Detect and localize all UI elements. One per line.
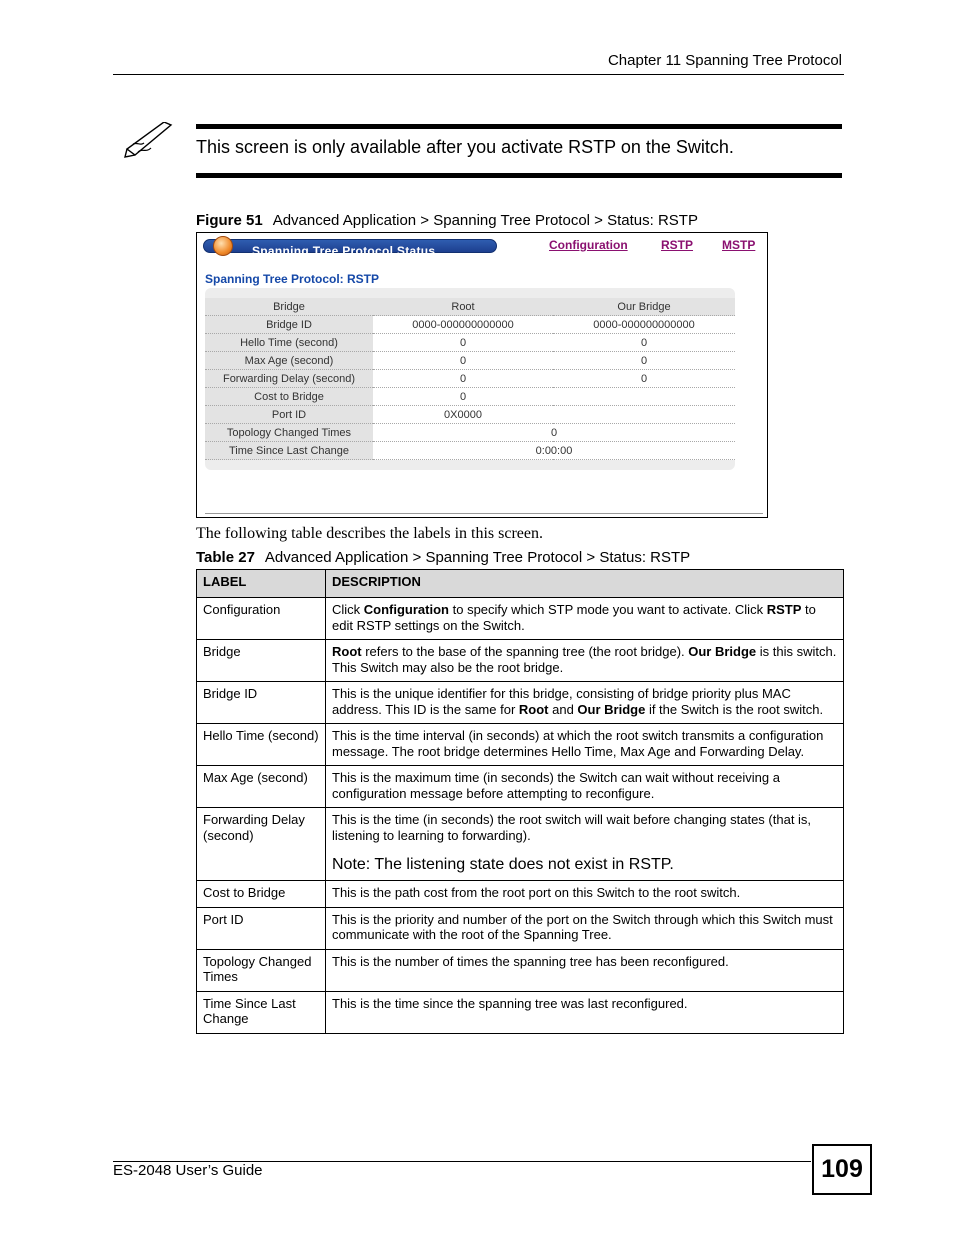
status-row bbox=[205, 388, 735, 406]
description-text: This is the time interval (in seconds) at which the root switch transmits a configuration message. The root bridge determines Hello Time, Max Age and Forwarding Delay. bbox=[332, 728, 824, 759]
chapter-header: Chapter 11 Spanning Tree Protocol bbox=[607, 52, 842, 69]
status-root-value: 0 bbox=[373, 370, 553, 388]
label-header: LABEL bbox=[197, 570, 326, 598]
bold-term: Our Bridge bbox=[577, 701, 646, 717]
status-root-value: 0 bbox=[373, 352, 553, 370]
bold-term: Root bbox=[518, 701, 549, 717]
row-label: Forwarding Delay (second) bbox=[197, 808, 326, 881]
table-row bbox=[197, 991, 844, 1033]
description-text: This is the maximum time (in seconds) the Switch can wait without receiving a configuration message before attempting to reconfigure. bbox=[332, 770, 780, 801]
status-root-value: 0000-000000000000 bbox=[373, 316, 553, 334]
status-row-label: Port ID bbox=[205, 406, 373, 424]
status-our-value: 0 bbox=[553, 370, 735, 388]
row-description bbox=[326, 682, 844, 724]
description-header: DESCRIPTION bbox=[326, 570, 844, 598]
header-rule bbox=[113, 74, 844, 75]
status-our-value: 0 bbox=[553, 352, 735, 370]
status-row-label: Time Since Last Change bbox=[205, 442, 373, 460]
status-row bbox=[205, 370, 735, 388]
bold-term: Configuration bbox=[363, 602, 449, 617]
table-row bbox=[197, 808, 844, 881]
status-root-value: 0 bbox=[373, 388, 553, 406]
title-orb-icon bbox=[213, 236, 233, 256]
table-row bbox=[197, 907, 844, 949]
row-label: Hello Time (second) bbox=[197, 724, 326, 766]
figure-title: Advanced Application > Spanning Tree Protocol > Status: RSTP bbox=[272, 212, 698, 229]
rstp-link[interactable]: RSTP bbox=[661, 238, 694, 252]
note-top-bar bbox=[196, 124, 842, 129]
table-row bbox=[197, 766, 844, 808]
table-row bbox=[197, 949, 844, 991]
status-panel bbox=[205, 288, 735, 470]
mstp-link[interactable]: MSTP bbox=[722, 238, 756, 252]
status-header-row bbox=[205, 298, 735, 316]
pencil-note-icon bbox=[124, 122, 176, 158]
description-text: This is the time since the spanning tree was last reconfigured. bbox=[332, 995, 688, 1011]
table-caption bbox=[196, 549, 690, 566]
figure-label: Figure 51 bbox=[196, 212, 263, 229]
status-row bbox=[205, 352, 735, 370]
status-row bbox=[205, 316, 735, 334]
description-text: to specify which STP mode you want to activate. Click bbox=[449, 602, 767, 617]
status-row-label: Max Age (second) bbox=[205, 352, 373, 370]
row-label: Configuration bbox=[197, 598, 326, 640]
description-text: This is the time (in seconds) the root switch will wait before changing states (that is, listening to learning to forwarding). bbox=[332, 812, 812, 843]
status-span-value: 0 bbox=[373, 424, 735, 442]
col-our-bridge: Our Bridge bbox=[553, 298, 735, 316]
description-text: is this switch. This Switch may also be the root bridge. bbox=[332, 644, 837, 675]
col-root: Root bbox=[373, 298, 553, 316]
row-label: Max Age (second) bbox=[197, 766, 326, 808]
status-row bbox=[205, 406, 735, 424]
row-description bbox=[326, 766, 844, 808]
table-row bbox=[197, 881, 844, 908]
row-description bbox=[326, 949, 844, 991]
footer-guide-name: ES-2048 User’s Guide bbox=[113, 1162, 263, 1179]
table-title: Advanced Application > Spanning Tree Protocol > Status: RSTP bbox=[264, 549, 691, 566]
status-row-label: Topology Changed Times bbox=[205, 424, 373, 442]
row-label: Time Since Last Change bbox=[197, 991, 326, 1033]
figure-caption bbox=[196, 212, 698, 229]
description-text: if the Switch is the root switch. bbox=[645, 701, 824, 717]
status-table bbox=[205, 298, 735, 460]
description-text: Click bbox=[332, 602, 364, 617]
table-row bbox=[197, 640, 844, 682]
status-row-label: Bridge ID bbox=[205, 316, 373, 334]
row-label: Port ID bbox=[197, 907, 326, 949]
status-row-label: Hello Time (second) bbox=[205, 334, 373, 352]
row-label: Cost to Bridge bbox=[197, 881, 326, 908]
status-row-label: Forwarding Delay (second) bbox=[205, 370, 373, 388]
row-description bbox=[326, 808, 844, 881]
status-our-value bbox=[553, 388, 735, 406]
page-number: 109 bbox=[812, 1144, 872, 1195]
status-span-value: 0:00:00 bbox=[373, 442, 735, 460]
row-description bbox=[326, 907, 844, 949]
note-bottom-bar bbox=[196, 173, 842, 178]
screen-title: Spanning Tree Protocol Status bbox=[252, 244, 436, 258]
row-description bbox=[326, 598, 844, 640]
row-note: Note: The listening state does not exist in RSTP. bbox=[332, 856, 674, 873]
status-row-label: Cost to Bridge bbox=[205, 388, 373, 406]
description-text: This is the unique identifier for this bridge, consisting of bridge priority plus MAC address. This ID is the same for bbox=[332, 686, 791, 717]
status-our-value bbox=[553, 406, 735, 424]
row-description bbox=[326, 640, 844, 682]
table-label: Table 27 bbox=[196, 549, 255, 566]
col-bridge: Bridge bbox=[205, 298, 373, 316]
table-row bbox=[197, 598, 844, 640]
description-text: and bbox=[548, 701, 578, 717]
bold-term: Our Bridge bbox=[688, 644, 757, 659]
status-root-value: 0 bbox=[373, 334, 553, 352]
bold-term: RSTP bbox=[766, 602, 802, 617]
description-table bbox=[196, 569, 844, 1034]
table-row bbox=[197, 682, 844, 724]
row-label: Bridge ID bbox=[197, 682, 326, 724]
table-row bbox=[197, 724, 844, 766]
status-our-value: 0 bbox=[553, 334, 735, 352]
row-description bbox=[326, 724, 844, 766]
status-row bbox=[205, 334, 735, 352]
description-text: This is the priority and number of the port on the Switch through which this Switch must communicate with the root of the Spanning Tree. bbox=[332, 911, 833, 942]
status-row bbox=[205, 424, 735, 442]
screen-bottom-line bbox=[205, 513, 763, 514]
screen-title-bar bbox=[203, 239, 497, 258]
description-text: refers to the base of the spanning tree (the root bridge). bbox=[361, 644, 689, 659]
row-description bbox=[326, 991, 844, 1033]
note-text: This screen is only available after you activate RSTP on the Switch. bbox=[196, 137, 734, 157]
description-text: This is the path cost from the root port on this Switch to the root switch. bbox=[332, 885, 741, 900]
description-text: This is the number of times the spanning tree has been reconfigured. bbox=[332, 953, 729, 969]
intro-text: The following table describes the labels in this screen. bbox=[196, 525, 544, 542]
bold-term: Root bbox=[332, 644, 362, 659]
row-description bbox=[326, 881, 844, 908]
status-root-value: 0X0000 bbox=[373, 406, 553, 424]
description-text: to edit RSTP settings on the Switch. bbox=[332, 602, 816, 633]
status-row bbox=[205, 442, 735, 460]
description-header-row bbox=[197, 570, 844, 598]
row-label: Topology Changed Times bbox=[197, 949, 326, 991]
rstp-heading: Spanning Tree Protocol: RSTP bbox=[205, 272, 380, 286]
configuration-link[interactable]: Configuration bbox=[549, 238, 628, 252]
stp-status-screen bbox=[196, 232, 768, 518]
row-label: Bridge bbox=[197, 640, 326, 682]
status-our-value: 0000-000000000000 bbox=[553, 316, 735, 334]
